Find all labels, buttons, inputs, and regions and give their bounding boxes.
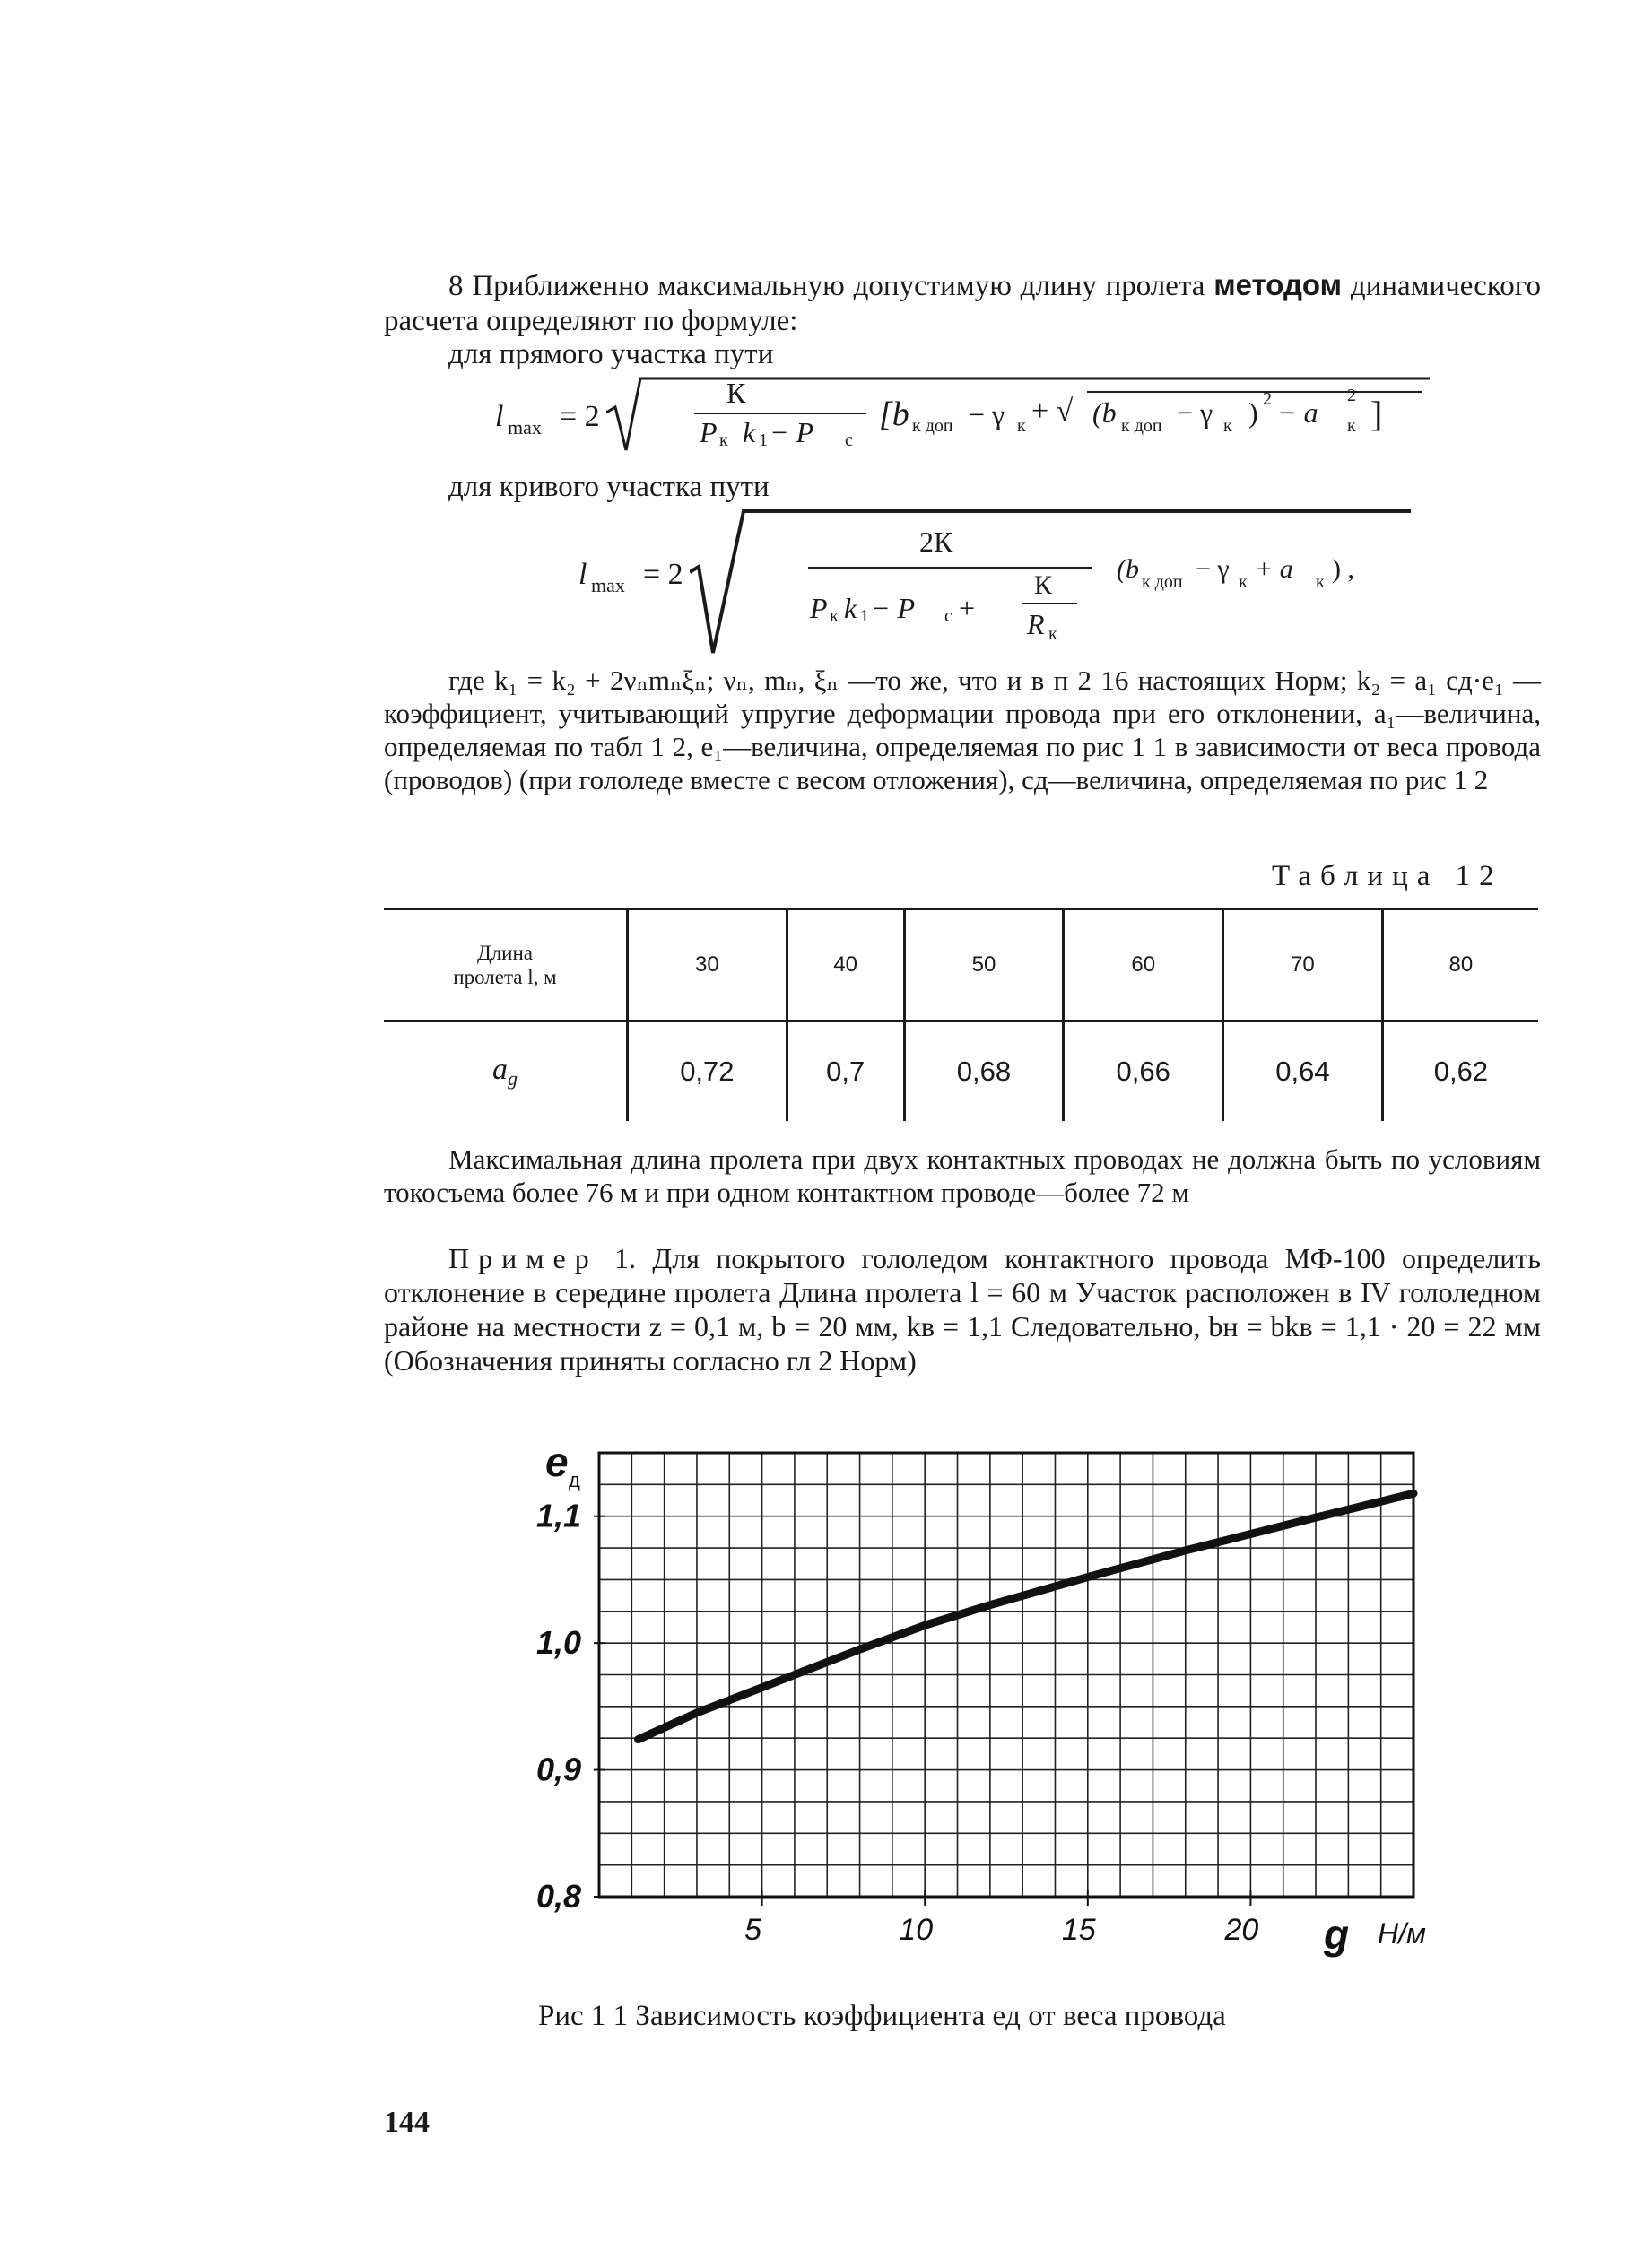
table-header-row [384,909,1538,1021]
f2-tail-plus: + a [1255,554,1293,584]
f2-den-plus: + [959,592,976,624]
f2-eq: = 2 [643,558,683,591]
f1-lhs: l [495,400,504,433]
chart-grid [599,1453,1413,1897]
chart-ticks [536,1498,1258,1947]
page-number: 144 [384,2106,430,2139]
x-tick-label: 20 [1224,1913,1259,1947]
f2-num: 2К [919,526,953,558]
f1-bracket: [b [879,395,909,433]
table-header-label [384,909,628,1021]
y-tick-label: 1,1 [535,1497,581,1534]
table-header-cell: 50 [904,909,1064,1021]
f2-lhs-sub: max [591,574,625,596]
table-cell: 0,7 [787,1021,904,1122]
table-row [384,1021,1538,1122]
row-label-sub: g [508,1067,518,1091]
f2-tail: (b [1117,554,1139,584]
header-label-line1: Длина [477,942,533,964]
f2-tail-k: к [1239,572,1248,592]
table-row-label [384,1021,628,1122]
f1-den-k: к [719,430,728,450]
f1-inner-exp: 2 [1263,389,1272,409]
table-header-cell: 70 [1223,909,1383,1021]
f2-den-b-sub: 1 [860,606,869,626]
chart-frame [599,1453,1413,1897]
f1-inner-sub: к доп [1121,416,1162,436]
f1-den-1: 1 [759,430,768,450]
f1-inner-k: к [1223,416,1232,436]
f1-eq: = 2 [560,400,600,433]
y-tick-label: 0,9 [535,1751,581,1788]
f2-den-b: k [844,592,857,624]
f2-den-a: P [810,592,828,624]
straight-section-label: для прямого участка пути [448,338,774,370]
where-paragraph: где k₁ = k₂ + 2νₙmₙξₙ; νₙ, mₙ, ξₙ —то же, что и в п 2 16 настоящих Норм; k₂ = a₁ cд·e₁ —коэффициент, учитывающий упругие деформации провода при его отклонении, a₁—величина, определяемая по табл 1 2, e₁—величина, определяемая по рис 1 1 в зависимости от веса провода (проводов) (при гололеде вместе с весом отложения), cд—величина, определяемая по рис 1 2 [384,665,1541,795]
paragraph-8-end: динамического расчета определяют по формуле: [384,270,1541,337]
f2-inner-den-sub: к [1048,624,1057,644]
f1-bracket-mid: − γ [969,398,1005,430]
f1-plus-sqrt: + √ [1031,395,1074,428]
f1-den-minus: − P [770,416,814,448]
f2-tail-sub: к доп [1142,572,1183,592]
y-tick-label: 0,8 [535,1878,581,1915]
f1-den-rest: k [743,416,756,448]
f1-lhs-sub: max [508,416,542,439]
f2-inner-num: К [1034,570,1053,600]
y-tick-label: 1,0 [535,1624,581,1662]
table-header-cell: 30 [628,909,787,1021]
x-tick-label: 10 [899,1913,934,1947]
chart-axis-labels [545,1438,1426,1958]
table-12 [384,908,1538,1121]
f1-inner-a-sub: к [1347,416,1356,436]
table-header-cell: 40 [787,909,904,1021]
paragraph-8 [384,267,1541,339]
y-axis-title-sub: д [569,1469,580,1491]
f1-inner: (b [1092,396,1117,429]
f1-inner-mid: − γ [1177,396,1213,429]
row-label-a: a [492,1052,508,1086]
chart-series [639,1493,1413,1739]
table-cell: 0,68 [904,1021,1064,1122]
f2-tail-mid: − γ [1196,554,1230,584]
paragraph-8-bold: методом [1213,268,1343,301]
f1-den-p: P [700,416,718,448]
f2-den-c-sub: с [944,606,952,626]
max-length-paragraph: Максимальная длина пролета при двух контактных проводах не должна быть по условиям токосъема более 76 м и при одном контактном проводе—более 72 м [384,1143,1541,1208]
f2-lhs: l [578,558,587,591]
figure-caption: Рис 1 1 Зависимость коэффициента eд от веса провода [538,2000,1226,2032]
paragraph-8-start: 8 Приближенно максимальную допустимую длину пролета [448,270,1214,302]
f1-close: ] [1370,394,1383,434]
table-header-cell: 60 [1064,909,1223,1021]
table-cell: 0,72 [628,1021,787,1122]
f2-den-a-sub: к [830,606,839,626]
table-header-cell: 80 [1382,909,1538,1021]
example-paragraph [384,1241,1541,1377]
f2-tail-a: к [1316,572,1325,592]
f2-tail-end: ) , [1332,554,1354,584]
curve-section-label: для кривого участка пути [448,471,770,503]
table-cell: 0,66 [1064,1021,1223,1122]
series-line [639,1493,1413,1739]
f2-inner-den: R [1027,608,1045,640]
f1-inner-minus: − a [1277,396,1318,429]
formula-curve [578,509,1413,653]
f1-den-c: с [845,430,853,450]
f1-bracket-sub: к доп [912,416,953,436]
f1-inner-a-exp: 2 [1347,386,1356,405]
f1-bracket-k: к [1017,416,1026,436]
f1-inner-end: ) [1248,396,1258,429]
chart-axes [599,1453,1413,1897]
example-label: Пример [448,1242,598,1274]
header-label-line2: пролета l, м [453,966,557,988]
f1-num: К [726,377,746,409]
table-cell: 0,62 [1382,1021,1538,1122]
f2-den-c: − P [871,592,916,624]
table-caption: Таблица 12 [1272,860,1503,892]
x-tick-label: 5 [744,1913,762,1947]
x-axis-title: g [1324,1911,1350,1958]
formula-straight [495,377,1428,454]
x-axis-unit: Н/м [1378,1917,1426,1950]
x-tick-label: 15 [1061,1913,1096,1947]
example-text: 1. Для покрытого гололедом контактного провода МФ-100 определить отклонение в середине пролета Длина пролета l = 60 м Участок расположен в IV гололедном районе на местности z = 0,1 м, b = 20 мм, kв = 1,1 Следовательно, bн = bkв = 1,1 · 20 = 22 мм (Обозначения приняты согласно гл 2 Норм) [384,1242,1541,1377]
y-axis-title: e [545,1438,569,1485]
table-cell: 0,64 [1223,1021,1383,1122]
